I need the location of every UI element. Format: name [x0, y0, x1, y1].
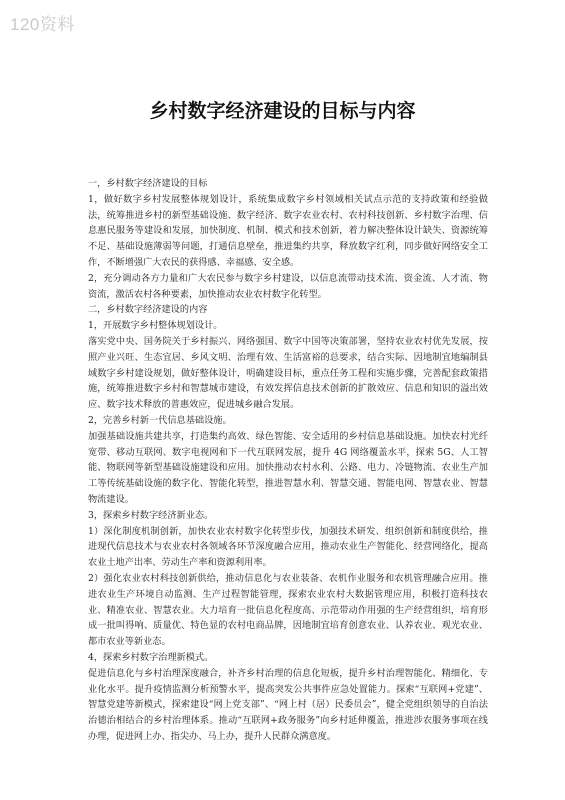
paragraph: 2，充分调动各方力量和广大农民参与数字乡村建设，以信息流带动技术流、资金流、人才流、物资流，激活农村各种要素，加快推动农业农村数字化转型。: [88, 272, 488, 300]
subsection-heading: 3，探索乡村数字经济新业态。: [88, 509, 214, 521]
subsection-heading: 4，探索乡村数字治理新模式。: [88, 651, 214, 663]
document-title: 乡村数字经济建设的目标与内容: [149, 100, 416, 122]
paragraph: 落实党中央、国务院关于乡村振兴、网络强国、数字中国等决策部署，坚持农业农村优先发展，按照产业兴旺、生态宜居、乡风文明、治理有效、生活富裕的总要求，结合实际、因地制宜地编制县域数字乡村建设规划，做好整体设计，明确建设目标，重点任务工程和实施步骤，完善配套政策措施，统筹推进数字乡村和智慧城市建设，有效发挥信息技术创新的扩散效应、信息和知识的溢出效应、数字技术释放的普惠效应，促进城乡融合发展。: [88, 335, 488, 411]
paragraph: 2）强化农业农村科技创新供给，推动信息化与农业装备、农机作业服务和农机管理融合应用。推进农业生产环境自动监测、生产过程智能管理，探索农业农村大数据管理应用，积极打造科技农业、精准农业、智慧农业。大力培育一批信息化程度高、示范带动作用强的生产经营组织，培育形成一批叫得响、质量优、特色显的农村电商品牌，因地制宜培育创意农业、认养农业、观光农业、都市农业等新业态。: [88, 572, 488, 648]
section-heading: 一，乡村数字经济建设的目标: [88, 178, 208, 189]
document-body: [88, 176, 488, 745]
subsection-heading: 1，开展数字乡村整体规划设计。: [88, 320, 223, 332]
paragraph: 加强基础设施共建共享，打造集约高效、绿色智能、安全适用的乡村信息基础设施。加快农村光纤宽带、移动互联网、数字电视网和下一代互联网发展，提升 4G 网络覆盖水平，探索 5G、人工智能、物联网等新型基础设施建设和应用。加快推动农村水利、公路、电力、冷链物流、农业生产加工等传统基础设施的数字化、智能化转型，推进智慧水利、智慧交通、智能电网、智慧农业、智慧物流建设。: [88, 430, 488, 505]
paragraph: 1，做好数字乡村发展整体规划设计，系统集成数字乡村领域相关试点示范的支持政策和经验做法，统筹推进乡村的新型基础设施、数字经济、数字农业农村、农村科技创新、乡村数字治理、信息惠民服务等建设和发展，加快制度、机制、模式和技术创新，着力解决整体设计缺失、资源统筹不足、基础设施薄弱等问题，打通信息壁垒，推进集约共享，释放数字红利，同步做好网络安全工作，不断增强广大农民的获得感、幸福感、安全感。: [88, 193, 488, 268]
subsection-heading: 2，完善乡村新一代信息基础设施。: [88, 414, 232, 426]
paragraph: 1）深化制度机制创新，加快农业农村数字化转型步伐，加强技术研发、组织创新和制度供给，推进现代信息技术与农业农村各领域各环节深度融合应用，推动农业生产智能化、经营网络化，提高农业土地产出率、劳动生产率和资源利用率。: [88, 525, 488, 569]
paragraph: 促进信息化与乡村治理深度融合，补齐乡村治理的信息化短板，提升乡村治理智能化、精细化、专业化水平。提升疫情监测分析预警水平，提高突发公共事件应急处置能力。探索“互联网+党建”、智慧党建等新模式，探索建设“网上党支部”、“网上村（居）民委员会”，健全党组织领导的自治法治德治相结合的乡村治理体系。推动“互联网+政务服务”向乡村延伸覆盖，推进涉农服务事项在线办理，促进网上办、指尖办、马上办，提升人民群众满意度。: [88, 667, 488, 742]
section-heading: 二，乡村数字经济建设的内容: [88, 304, 208, 316]
watermark: 120资料: [10, 15, 75, 34]
